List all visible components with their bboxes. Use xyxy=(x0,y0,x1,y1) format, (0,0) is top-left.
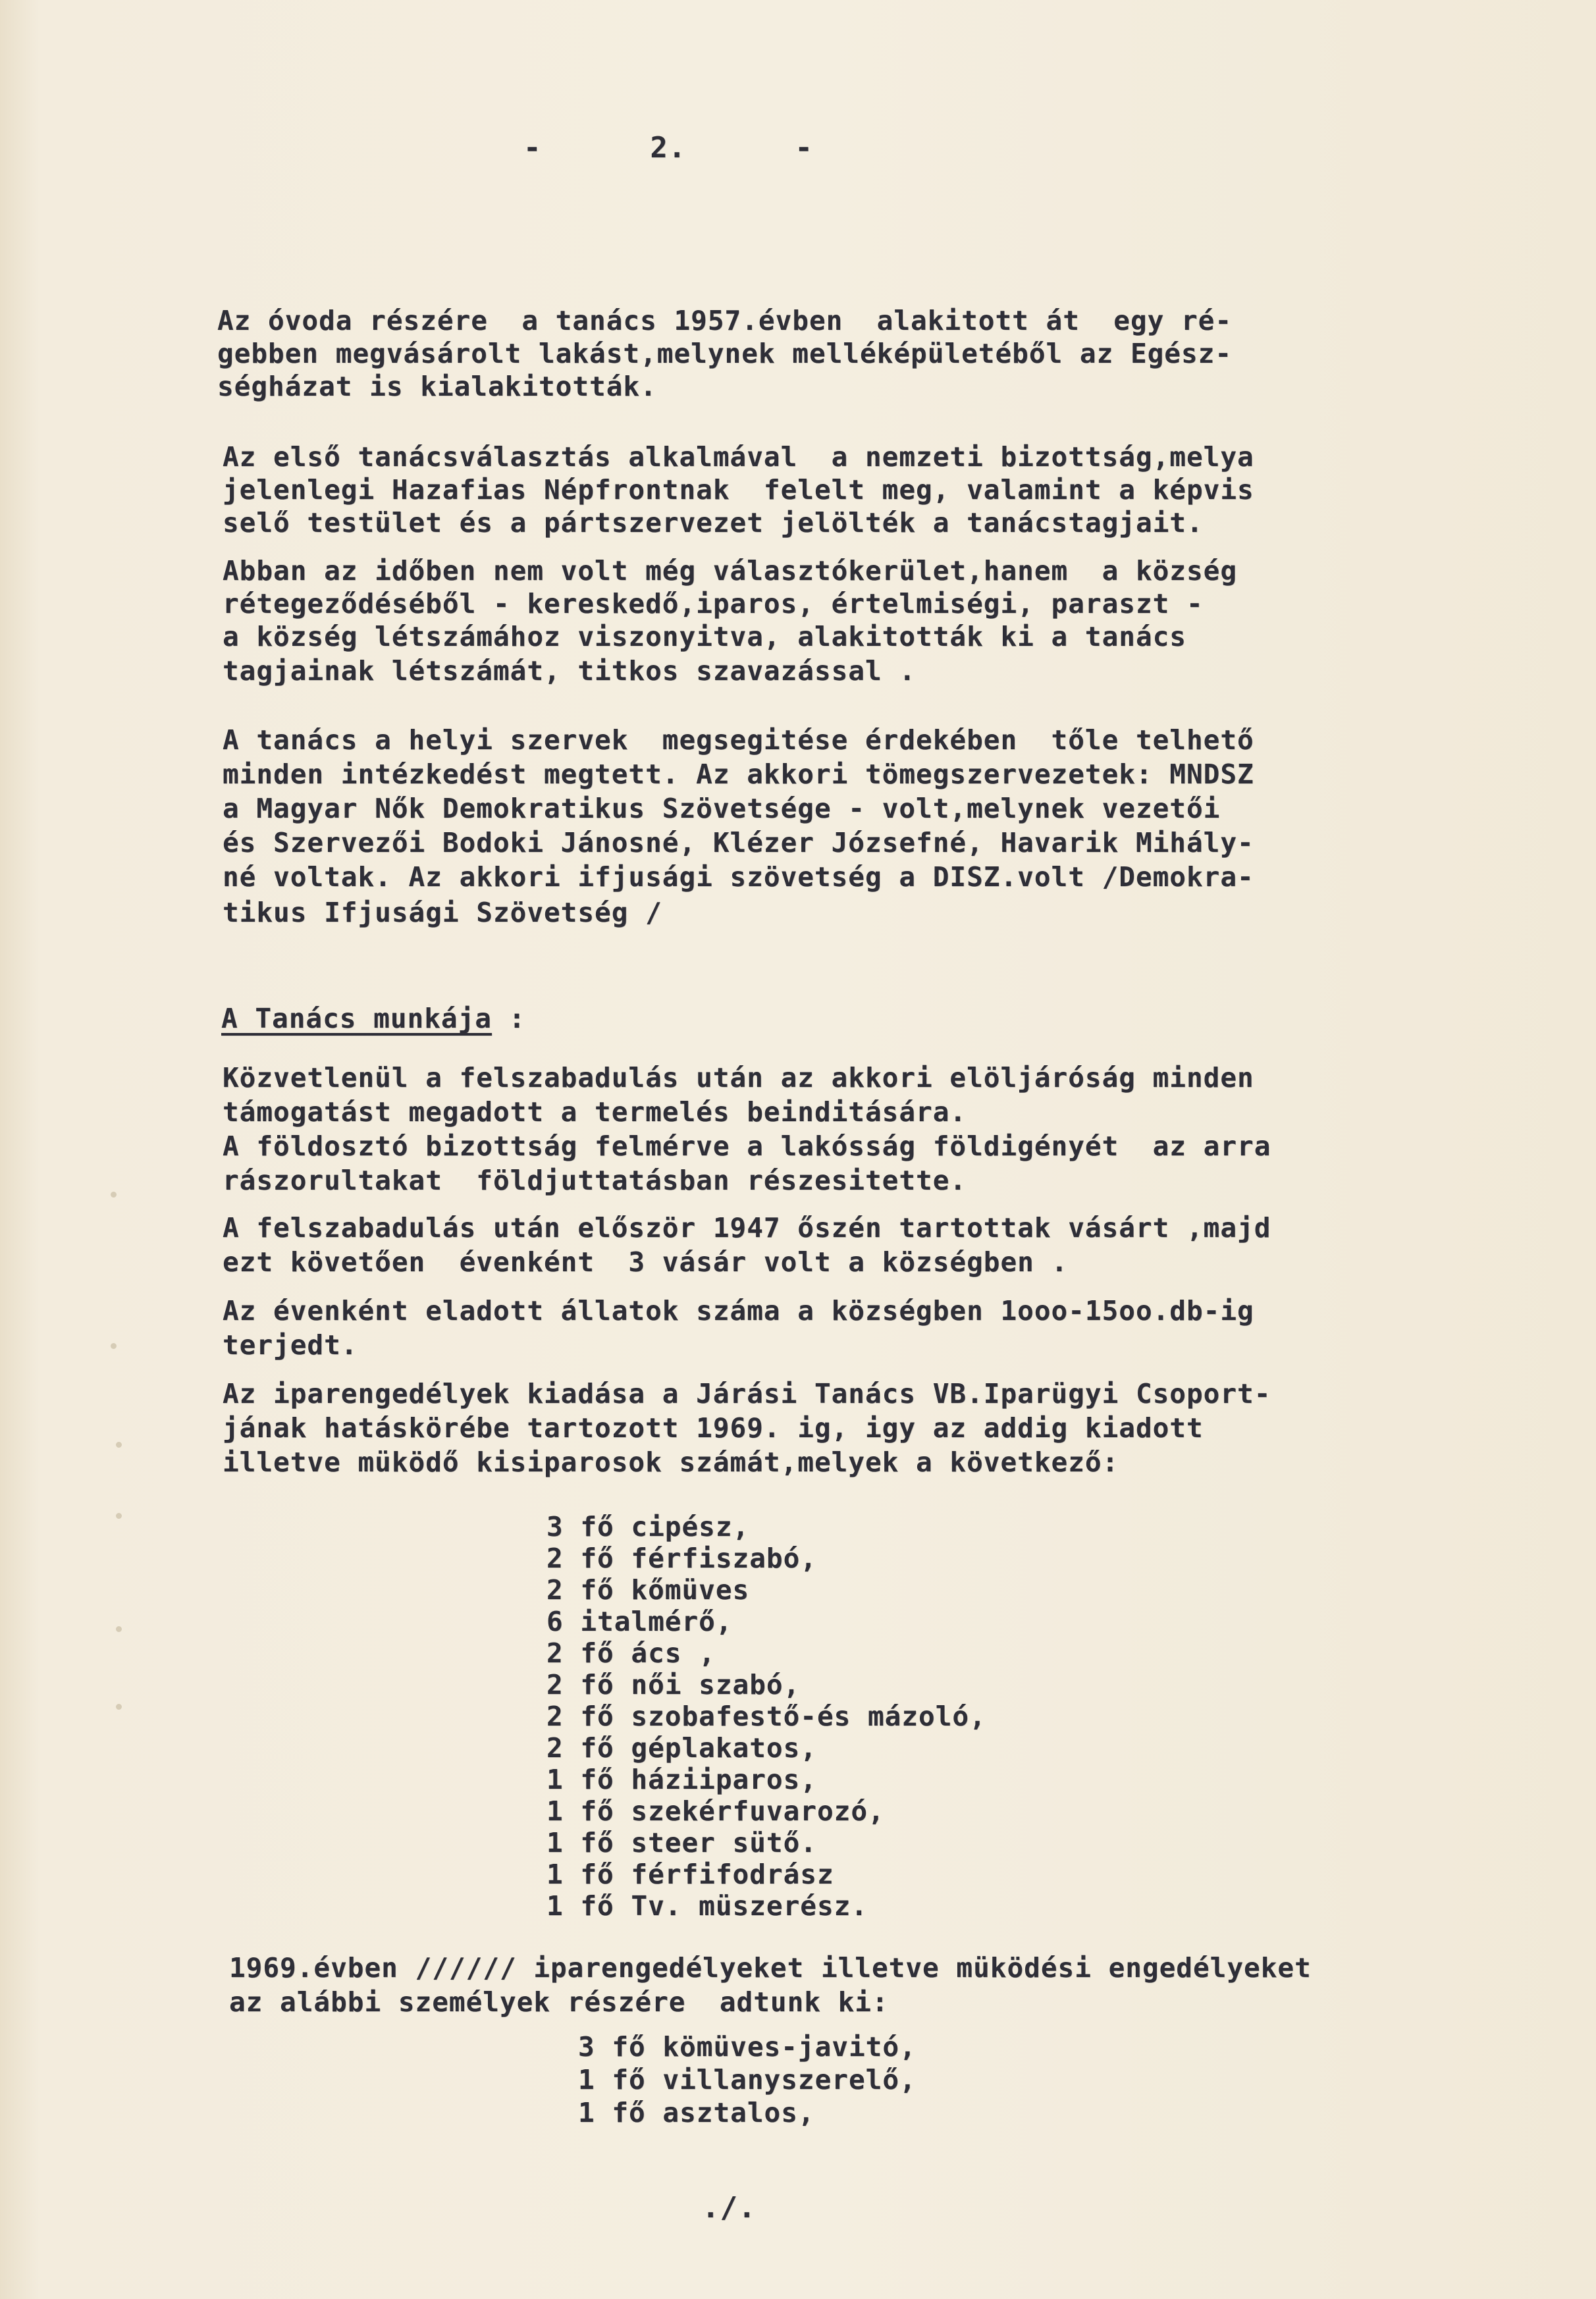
list-item: 2 fő kőmüves xyxy=(546,1574,750,1606)
text-line: Az óvoda részére a tanács 1957.évben alakitott át egy ré- xyxy=(217,305,1233,336)
section-heading-colon: : xyxy=(491,1003,526,1034)
text-line: ségházat is kialakitották. xyxy=(217,371,657,402)
list-item: 1 fő férfifodrász xyxy=(546,1859,834,1890)
section-heading xyxy=(221,999,525,1038)
list-item: 1 fő háziiparos, xyxy=(546,1764,817,1795)
punch-hole xyxy=(111,1343,117,1349)
punch-hole xyxy=(116,1442,122,1448)
punch-hole xyxy=(116,1704,122,1710)
continuation-mark: ./. xyxy=(702,2191,757,2225)
list-item: 3 fő kömüves-javitó, xyxy=(578,2031,917,2063)
text-line: a község létszámához viszonyitva, alakitották ki a tanács xyxy=(223,621,1186,652)
text-line: jának hatáskörébe tartozott 1969. ig, igy az addig kiadott xyxy=(223,1412,1204,1444)
punch-hole xyxy=(111,1192,117,1198)
text-line: A felszabadulás után először 1947 őszén tartottak vásárt ,majd xyxy=(223,1212,1271,1244)
text-line: A tanács a helyi szervek megsegitése érdekében tőle telhető xyxy=(223,724,1254,756)
text-line: minden intézkedést megtett. Az akkori tömegszervezetek: MNDSZ xyxy=(223,758,1254,790)
text-line: 1969.évben ////// iparengedélyeket illetve müködési engedélyeket xyxy=(229,1952,1312,1984)
text-line: és Szervezői Bodoki Jánosné, Klézer Józsefné, Havarik Mihály- xyxy=(223,827,1254,859)
list-item: 6 italmérő, xyxy=(546,1606,733,1637)
section-heading-text: A Tanács munkája xyxy=(221,1003,492,1034)
text-line: Abban az időben nem volt még választókerület,hanem a község xyxy=(223,555,1238,587)
list-item: 1 fő Tv. müszerész. xyxy=(546,1890,868,1922)
text-line: illetve müködő kisiparosok számát,melyek a következő: xyxy=(223,1446,1119,1478)
text-line: az alábbi személyek részére adtunk ki: xyxy=(229,1986,889,2018)
list-item: 1 fő asztalos, xyxy=(578,2097,815,2128)
text-line: A földosztó bizottság felmérve a lakósság földigényét az arra xyxy=(223,1130,1271,1162)
text-line: Az első tanácsválasztás alkalmával a nemzeti bizottság,melya xyxy=(223,441,1254,473)
list-item: 2 fő ács , xyxy=(546,1637,716,1669)
text-line: rászorultakat földjuttatásban részesitette. xyxy=(223,1165,967,1196)
list-item: 1 fő steer sütő. xyxy=(546,1827,817,1859)
punch-hole xyxy=(116,1513,122,1519)
list-item: 1 fő villanyszerelő, xyxy=(578,2064,917,2096)
page-number: - 2. - xyxy=(523,131,813,165)
list-item: 3 fő cipész, xyxy=(546,1511,750,1543)
list-item: 2 fő női szabó, xyxy=(546,1669,801,1701)
text-line: támogatást megadott a termelés beinditására. xyxy=(223,1096,967,1128)
text-line: terjedt. xyxy=(223,1329,358,1361)
list-item: 2 fő géplakatos, xyxy=(546,1732,817,1764)
text-line: tagjainak létszámát, titkos szavazással . xyxy=(223,655,917,687)
text-line: Az iparengedélyek kiadása a Járási Tanács VB.Iparügyi Csoport- xyxy=(223,1378,1271,1410)
punch-hole xyxy=(116,1626,122,1632)
text-line: Közvetlenül a felszabadulás után az akkori elöljáróság minden xyxy=(223,1062,1254,1094)
text-line: né voltak. Az akkori ifjusági szövetség a DISZ.volt /Demokra- xyxy=(223,861,1254,893)
text-line: selő testület és a pártszervezet jelölték a tanácstagjait. xyxy=(223,507,1204,539)
list-item: 2 fő szobafestő-és mázoló, xyxy=(546,1701,986,1732)
text-line: rétegeződéséből - kereskedő,iparos, értelmiségi, paraszt - xyxy=(223,588,1204,620)
text-line: tikus Ifjusági Szövetség / xyxy=(223,897,662,928)
list-item: 1 fő szekérfuvarozó, xyxy=(546,1795,885,1827)
text-line: ezt követően évenként 3 vásár volt a községben . xyxy=(223,1246,1069,1278)
list-item: 2 fő férfiszabó, xyxy=(546,1543,817,1574)
text-line: gebben megvásárolt lakást,melynek melléképületéből az Egész- xyxy=(217,338,1233,369)
text-line: jelenlegi Hazafias Népfrontnak felelt meg, valamint a képvis xyxy=(223,474,1254,506)
text-line: Az évenként eladott állatok száma a községben 1ooo-15oo.db-ig xyxy=(223,1295,1254,1327)
text-line: a Magyar Nők Demokratikus Szövetsége - volt,melynek vezetői xyxy=(223,793,1221,824)
